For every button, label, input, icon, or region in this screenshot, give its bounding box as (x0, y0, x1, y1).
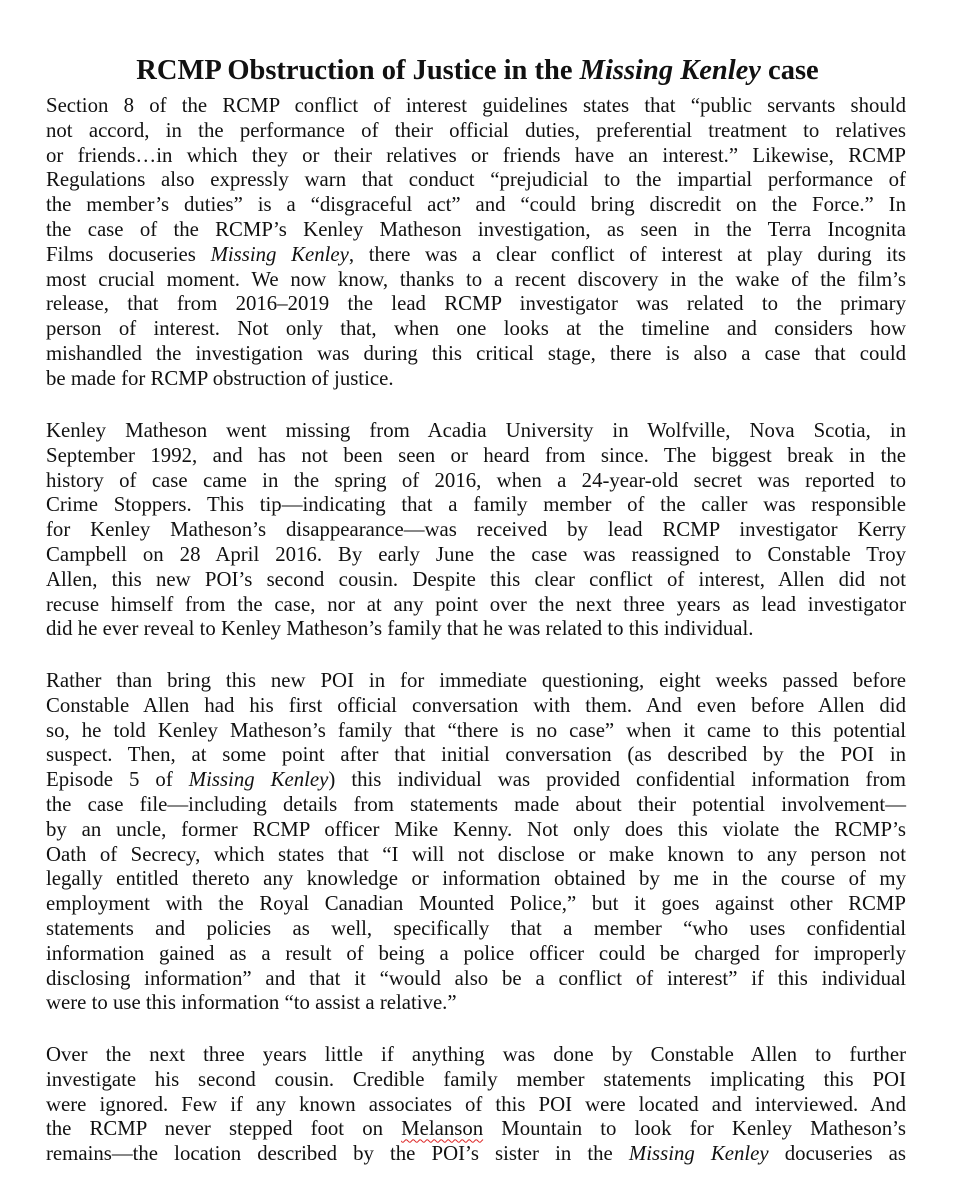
italic-title: Missing Kenley (188, 768, 329, 792)
text-line: release, that from 2016–2019 the lead RCMP investigator was related to the primary (46, 292, 906, 316)
italic-title: Missing Kenley (210, 242, 349, 266)
italic-title: Missing Kenley (628, 1142, 769, 1166)
text-line: were to use this information “to assist a relative.” (46, 991, 457, 1015)
text-line: remains—the location described by the POI’s sister in the Missing Kenley docuseries as (46, 1142, 906, 1166)
page-title (0, 53, 955, 89)
text-line: the case of the RCMP’s Kenley Matheson investigation, as seen in the Terra Incognita (46, 217, 906, 241)
paragraph-4 (46, 1043, 906, 1167)
text-line: Crime Stoppers. This tip—indicating that a family member of the caller was responsible (46, 493, 906, 517)
text-line: not accord, in the performance of their official duties, preferential treatment to relatives (46, 118, 906, 142)
text-line: disclosing information” and that it “would also be a conflict of interest” if this individual (46, 966, 906, 990)
text-line: be made for RCMP obstruction of justice. (46, 366, 394, 390)
text-line: investigate his second cousin. Credible family member statements implicating this POI (46, 1067, 906, 1091)
text-line: Oath of Secrecy, which states that “I will not disclose or make known to any person not (46, 842, 906, 866)
text-line: were ignored. Few if any known associates of this POI were located and interviewed. And (46, 1092, 906, 1116)
paragraph-2 (46, 419, 906, 642)
title-text-pre: RCMP Obstruction of Justice in the (136, 55, 580, 87)
text-line: Kenley Matheson went missing from Acadia University in Wolfville, Nova Scotia, in (46, 419, 906, 442)
text-line: Allen, this new POI’s second cousin. Despite this clear conflict of interest, Allen did not (46, 567, 906, 591)
spellcheck-flagged-word: Melanson (401, 1117, 484, 1141)
text-line: September 1992, and has not been seen or heard from since. The biggest break in the (46, 443, 906, 467)
text-line: most crucial moment. We now know, thanks to a recent discovery in the wake of the film’s (46, 267, 906, 291)
text-line: person of interest. Not only that, when one looks at the timeline and considers how (46, 317, 906, 341)
text-line: by an uncle, former RCMP officer Mike Kenny. Not only does this violate the RCMP’s (46, 817, 906, 841)
text-line: suspect. Then, at some point after that initial conversation (as described by the POI in (46, 743, 906, 767)
text-line: information gained as a result of being a police officer could be charged for improperly (46, 941, 906, 965)
text-line: did he ever reveal to Kenley Matheson’s family that he was related to this individual. (46, 617, 754, 641)
text-line: Films docuseries Missing Kenley, there was a clear conflict of interest at play during its (46, 242, 906, 266)
text-line: recuse himself from the case, nor at any point over the next three years as lead investigator (46, 592, 906, 616)
text-line: legally entitled thereto any knowledge or information obtained by me in the course of my (46, 867, 906, 891)
text-line: or friends…in which they or their relatives or friends have an interest.” Likewise, RCMP (46, 143, 906, 167)
title-text-post: case (760, 55, 819, 87)
text-line: so, he told Kenley Matheson’s family that “there is no case” when it came to this potential (46, 718, 906, 742)
text-line: history of case came in the spring of 2016, when a 24-year-old secret was reported to (46, 468, 906, 492)
text-line: statements and policies as well, specifically that a member “who uses confidential (46, 916, 906, 940)
text-line: the member’s duties” is a “disgraceful act” and “could bring discredit on the Force.” In (46, 193, 906, 217)
text-line: Section 8 of the RCMP conflict of interest guidelines states that “public servants should (46, 94, 906, 117)
text-line: Constable Allen had his first official conversation with them. And even before Allen did (46, 693, 906, 717)
text-line: Campbell on 28 April 2016. By early June the case was reassigned to Constable Troy (46, 542, 906, 566)
title-text-italic: Missing Kenley (579, 55, 761, 87)
text-line: for Kenley Matheson’s disappearance—was received by lead RCMP investigator Kerry (46, 518, 906, 542)
text-line: Rather than bring this new POI in for immediate questioning, eight weeks passed before (46, 669, 906, 692)
text-line: mishandled the investigation was during this critical stage, there is also a case that could (46, 341, 906, 365)
text-line: employment with the Royal Canadian Mounted Police,” but it goes against other RCMP (46, 892, 906, 916)
text-line: Regulations also expressly warn that conduct “prejudicial to the impartial performance of (46, 168, 906, 192)
text-line: Episode 5 of Missing Kenley) this individual was provided confidential information from (46, 768, 906, 792)
text-line: the case file—including details from statements made about their potential involvement— (46, 792, 906, 816)
paragraph-3 (46, 669, 906, 1016)
text-line: the RCMP never stepped foot on Melanson Mountain to look for Kenley Matheson’s (46, 1117, 906, 1141)
text-line: Over the next three years little if anything was done by Constable Allen to further (46, 1043, 906, 1066)
paragraph-1 (46, 94, 906, 392)
